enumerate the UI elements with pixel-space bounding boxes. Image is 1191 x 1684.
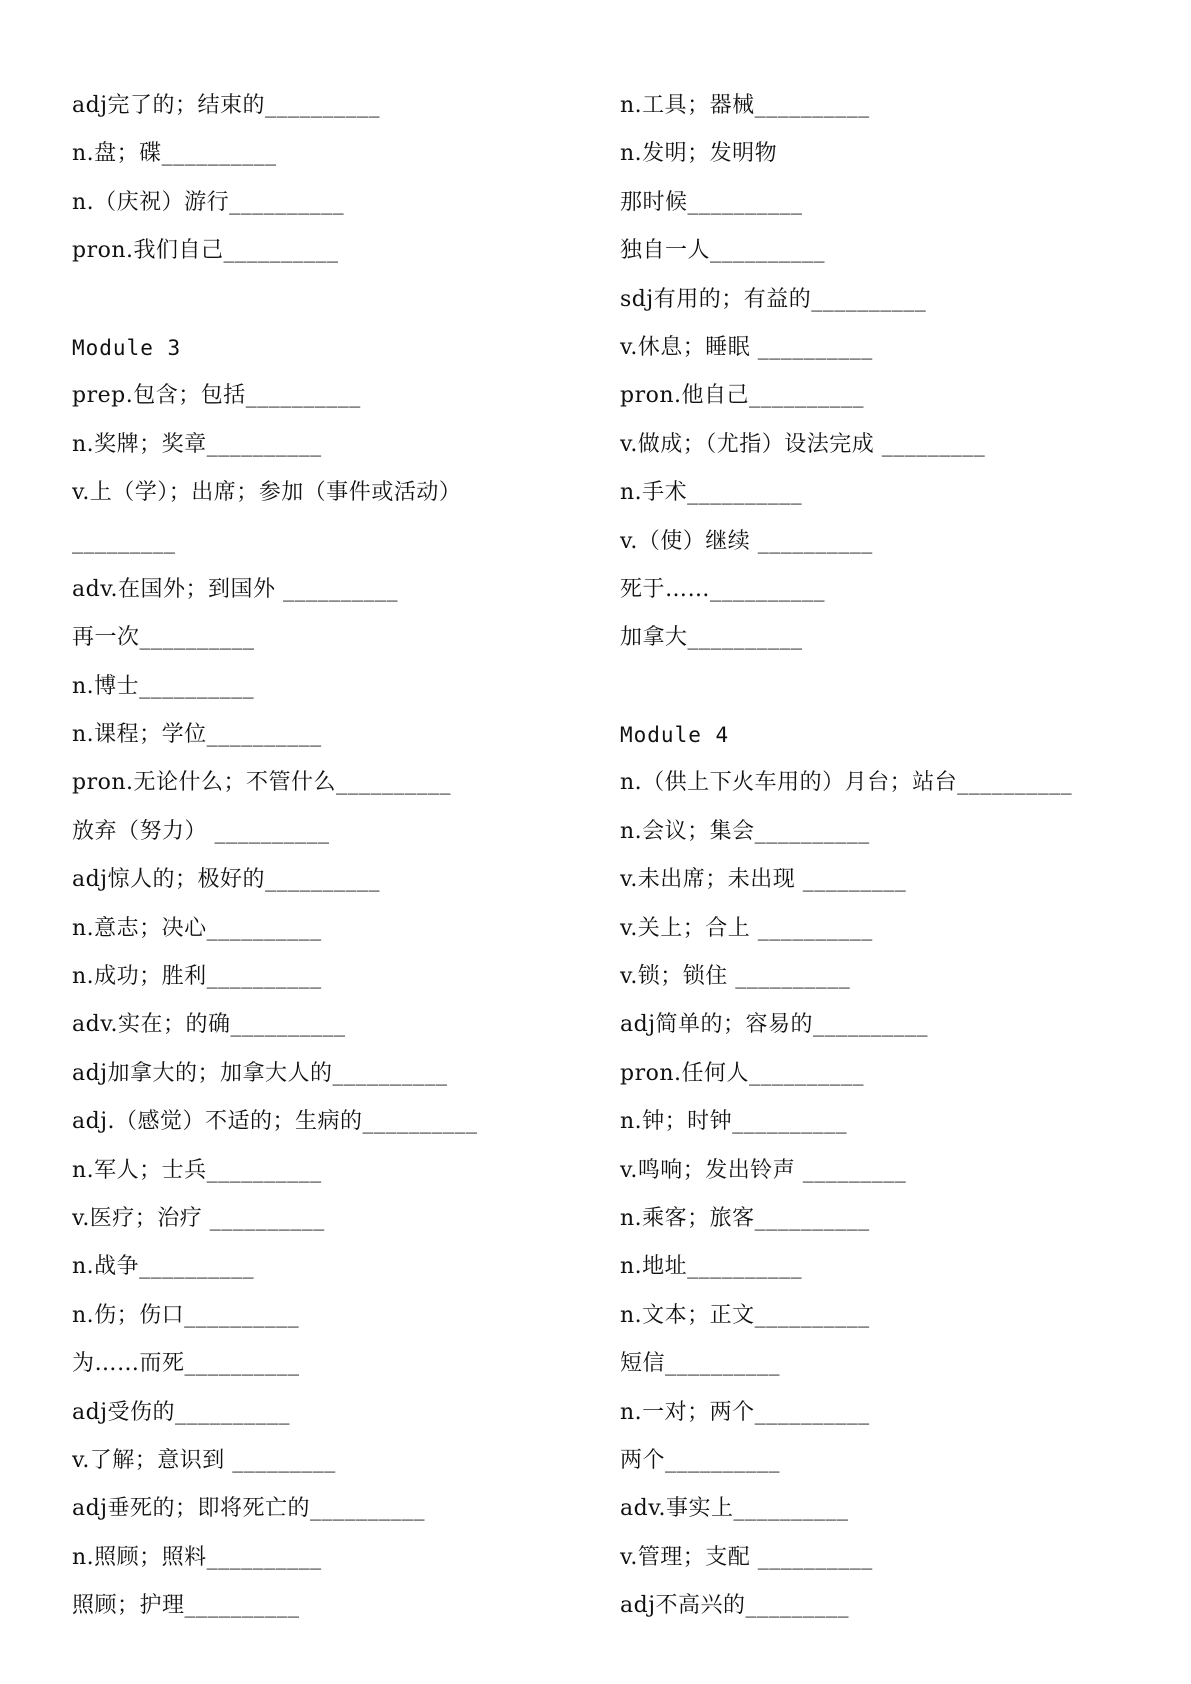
vocabulary-item: v.上（学）；出席；参加（事件或活动）: [72, 480, 462, 506]
vocabulary-item: n.成功；胜利__________: [72, 964, 322, 990]
vocabulary-item: adj简单的；容易的__________: [620, 1012, 929, 1038]
vocabulary-item: v.未出席；未出现 _________: [620, 867, 907, 893]
vocabulary-item: prep.包含；包括__________: [72, 383, 361, 409]
vocabulary-item: 短信__________: [620, 1351, 781, 1377]
vocabulary-item: v.锁；锁住 __________: [620, 964, 851, 990]
spacer-line: [72, 276, 478, 324]
vocabulary-item: 放弃（努力） __________: [72, 818, 330, 844]
vocabulary-item: n.文本；正文__________: [620, 1302, 870, 1328]
vocabulary-item: 加拿大__________: [620, 625, 803, 651]
vocabulary-item: n.战争__________: [72, 1254, 255, 1280]
vocabulary-item: n.（供上下火车用的）月台；站台__________: [620, 770, 1073, 796]
vocabulary-item: v.管理；支配 __________: [620, 1544, 873, 1570]
vocabulary-item: n.伤；伤口__________: [72, 1302, 300, 1328]
vocabulary-item: v.医疗；治疗 __________: [72, 1205, 325, 1231]
module-heading: Module 4: [620, 723, 730, 748]
vocabulary-item: n.一对；两个__________: [620, 1399, 870, 1425]
vocabulary-item: adv.事实上__________: [620, 1496, 849, 1522]
vocabulary-item: 照顾；护理__________: [72, 1593, 300, 1619]
vocabulary-item: pron.无论什么；不管什么__________: [72, 770, 452, 796]
vocabulary-item: pron.他自己__________: [620, 383, 865, 409]
vocabulary-item: n.奖牌；奖章__________: [72, 431, 322, 457]
vocabulary-item: n.工具；器械__________: [620, 93, 870, 118]
vocabulary-item: adj受伤的__________: [72, 1399, 291, 1425]
spacer-line: [620, 663, 1072, 711]
vocabulary-item: adj完了的；结束的__________: [72, 93, 381, 118]
vocabulary-item: v.关上；合上 __________: [620, 915, 873, 941]
vocabulary-item: adj加拿大的；加拿大人的__________: [72, 1060, 448, 1086]
vocabulary-item: n.军人；士兵__________: [72, 1157, 322, 1183]
vocabulary-item: 再一次__________: [72, 625, 255, 651]
vocabulary-item: n.照顾；照料__________: [72, 1544, 322, 1570]
vocabulary-item: n.博士__________: [72, 673, 255, 699]
vocabulary-item: sdj有用的；有益的__________: [620, 286, 927, 312]
vocabulary-item: n.钟；时钟__________: [620, 1109, 848, 1135]
vocabulary-item: n.盘；碟__________: [72, 141, 277, 167]
vocabulary-item: n.课程；学位__________: [72, 722, 322, 748]
module-heading: Module 3: [72, 335, 182, 360]
vocabulary-item: adj.（感觉）不适的；生病的__________: [72, 1109, 478, 1135]
vocabulary-item: 为……而死__________: [72, 1351, 300, 1377]
vocabulary-item: _________: [72, 528, 176, 554]
vocabulary-item: v.鸣响；发出铃声 _________: [620, 1157, 907, 1183]
vocabulary-item: pron.任何人__________: [620, 1060, 865, 1086]
vocabulary-item: v.（使）继续 __________: [620, 528, 873, 554]
vocabulary-item: n.发明；发明物: [620, 141, 778, 167]
vocabulary-item: 独自一人__________: [620, 238, 826, 264]
vocabulary-item: adj不高兴的_________: [620, 1593, 850, 1619]
vocabulary-item: n.手术__________: [620, 480, 803, 506]
vocabulary-item: 死于……__________: [620, 576, 826, 602]
vocabulary-item: n.（庆祝）游行__________: [72, 189, 345, 215]
vocabulary-item: pron.我们自己__________: [72, 238, 339, 264]
vocabulary-item: n.地址__________: [620, 1254, 803, 1280]
vocabulary-item: adv.在国外；到国外 __________: [72, 576, 399, 602]
vocabulary-item: n.乘客；旅客__________: [620, 1205, 870, 1231]
vocabulary-item: n.意志；决心__________: [72, 915, 322, 941]
vocabulary-item: adv.实在；的确__________: [72, 1012, 346, 1038]
vocabulary-item: 两个__________: [620, 1447, 781, 1473]
vocabulary-item: n.会议；集会__________: [620, 818, 870, 844]
vocabulary-item: v.做成；（尤指）设法完成 _________: [620, 431, 986, 457]
vocabulary-item: v.了解；意识到 _________: [72, 1447, 336, 1473]
vocabulary-item: v.休息；睡眠 __________: [620, 334, 873, 360]
vocabulary-item: adj惊人的；极好的__________: [72, 867, 381, 893]
vocabulary-item: 那时候__________: [620, 189, 803, 215]
vocabulary-item: adj垂死的；即将死亡的__________: [72, 1496, 426, 1522]
right-column: [620, 82, 1072, 1631]
left-column: [72, 82, 478, 1631]
